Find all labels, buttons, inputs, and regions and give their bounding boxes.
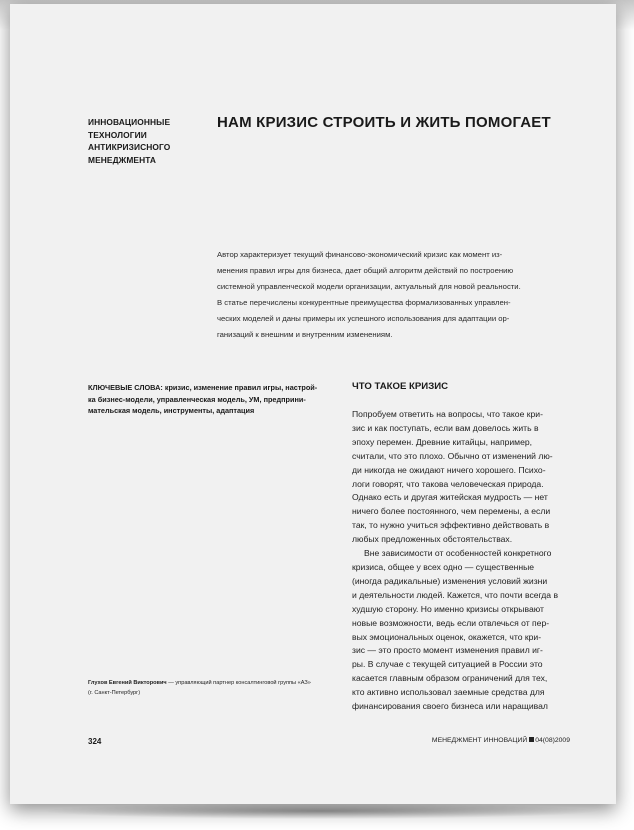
bottom-page-shadow (40, 803, 600, 819)
body-line: вых эмоциональных оценок, окажется, что кри- (352, 631, 542, 642)
keywords-line: КЛЮЧЕВЫЕ СЛОВА: кризис, изменение правил игры, настрой- (88, 383, 318, 392)
body-line: зис — это просто момент изменения правил иг- (352, 645, 543, 656)
rubric-line: АНТИКРИЗИСНОГО (88, 142, 171, 152)
journal-name: МЕНЕДЖМЕНТ ИННОВАЦИЙ (431, 737, 528, 744)
article-title: НАМ КРИЗИС СТРОИТЬ И ЖИТЬ ПОМОГАЕТ (217, 114, 551, 131)
keywords-line: ка бизнес-модели, управленческая модель, УМ, предприни- (88, 394, 306, 404)
rubric-line: МЕНЕДЖМЕНТА (88, 154, 157, 165)
body-line: эпоху перемен. Древние китайцы, например, (352, 436, 533, 447)
document-page (10, 4, 616, 804)
body-line: Однако есть и другая житейская мудрость — нет (352, 492, 548, 503)
body-line: худшую сторону. Но именно кризисы открывают (352, 603, 544, 614)
section-heading: ЧТО ТАКОЕ КРИЗИС (352, 381, 449, 392)
rubric-heading (88, 116, 208, 166)
author-city: (г. Санкт-Петербург) (88, 689, 141, 696)
keywords-block (88, 382, 333, 417)
body-line: логи говорят, что такова человеческая природа. (352, 478, 544, 489)
rubric-line: ТЕХНОЛОГИИ (88, 129, 147, 140)
author-line (88, 679, 338, 689)
abstract-line: ческих моделей и даны примеры их успешного использования для адаптации ор- (217, 314, 510, 323)
body-text (352, 408, 602, 714)
body-line: зис и как поступать, если вам довелось жить в (352, 422, 539, 433)
body-line: любых предложенных обстоятельствах. (352, 534, 513, 545)
body-line: касается главным образом ограничений для тех, (352, 673, 548, 684)
body-line: кризиса, общее у всех одно — существенные (352, 561, 535, 572)
abstract-line: ганизаций к внешним и внутренним изменениям. (217, 330, 393, 339)
author-info (88, 679, 338, 698)
abstract-line: системной управленческой модели организации, актуальный для новой реальности. (217, 282, 521, 291)
abstract-line: Автор характеризует текущий финансово-экономический кризис как момент из- (217, 250, 503, 259)
keywords-line: мательская модель, инструменты, адаптация (88, 406, 255, 415)
abstract-line: менения правил игры для бизнеса, дает общий алгоритм действий по построению (217, 266, 514, 275)
square-separator-icon (529, 737, 534, 742)
body-line: считали, что это плохо. Обычно от изменений лю- (352, 450, 553, 461)
rubric-line: ИННОВАЦИОННЫЕ (88, 117, 171, 127)
article-abstract (217, 247, 602, 343)
author-role: — управляющий партнер консалтинговой группы «АЗ» (166, 680, 311, 686)
body-line: Вне зависимости от особенностей конкретного (364, 548, 552, 559)
body-line: так, то нужно учиться эффективно действовать в (352, 520, 550, 531)
body-line: ры. В случае с текущей ситуацией в России это (352, 659, 543, 670)
author-name: Глухов Евгений Викторович (88, 680, 167, 686)
body-line: ничего более постоянного, чем перемены, а если (352, 506, 551, 517)
journal-footer (432, 737, 570, 744)
body-line: и деятельности людей. Кажется, что почти всегда в (352, 589, 559, 600)
page-number: 324 (88, 737, 102, 746)
body-line: ди никогда не ожидают ничего хорошего. Психо- (352, 464, 546, 475)
body-line: кто активно использовал заемные средства для (352, 687, 545, 698)
body-line: (иногда радикальные) изменения условий жизни (352, 575, 548, 586)
abstract-line: В статье перечислены конкурентные преимущества формализованных управлен- (217, 298, 511, 307)
body-line: новые возможности, ведь если отвлечься от пер- (352, 617, 550, 628)
body-line: Попробуем ответить на вопросы, что такое кри- (352, 409, 543, 419)
body-line: финансирования своего бизнеса или наращивал (352, 701, 548, 712)
journal-issue: 04(08)2009 (535, 737, 570, 744)
